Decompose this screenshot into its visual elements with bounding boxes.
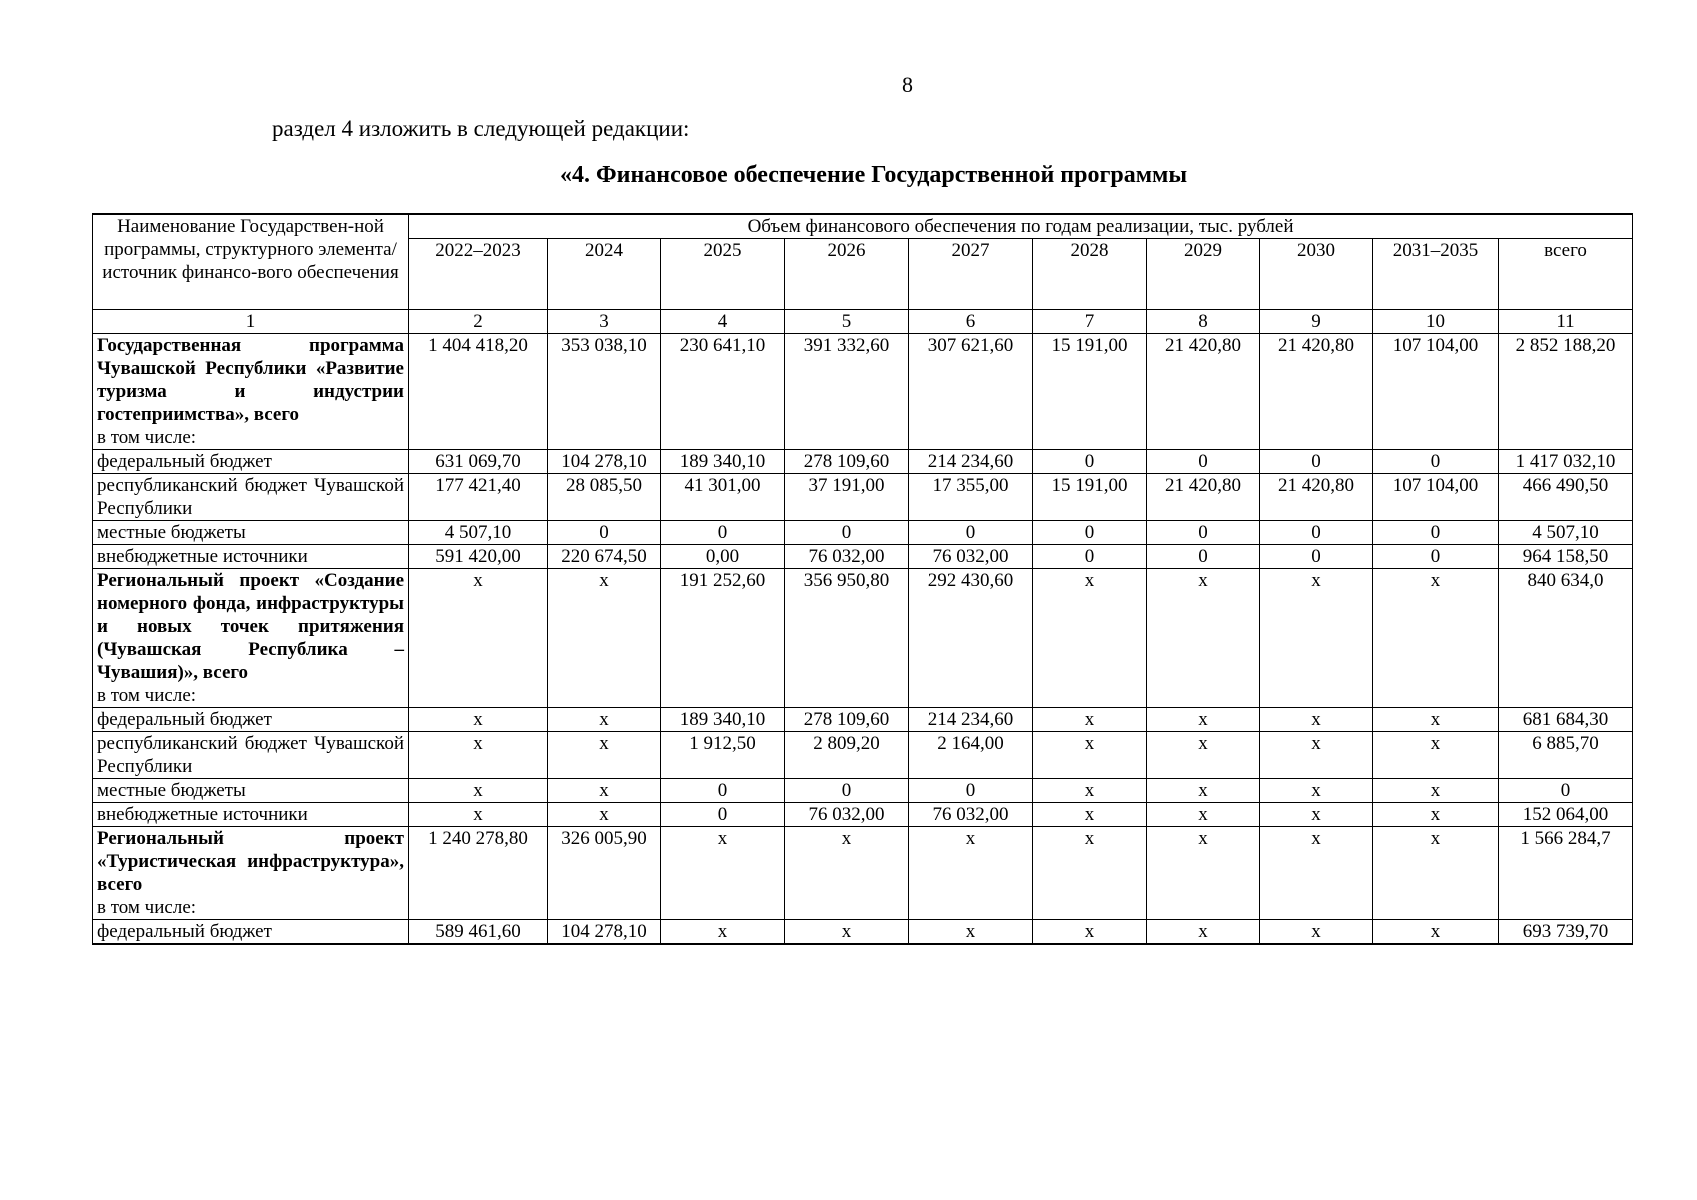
value-cell: 0 bbox=[909, 521, 1033, 545]
row-name-cell: республиканский бюджет Чувашской Республики bbox=[93, 474, 409, 521]
value-cell: 6 885,70 bbox=[1499, 732, 1633, 779]
value-cell: x bbox=[1373, 569, 1499, 708]
value-cell: 589 461,60 bbox=[409, 920, 548, 945]
value-cell: x bbox=[548, 732, 661, 779]
row-name-cell: местные бюджеты bbox=[93, 779, 409, 803]
value-cell: 631 069,70 bbox=[409, 450, 548, 474]
table-row bbox=[93, 450, 1633, 474]
row-name-cell: местные бюджеты bbox=[93, 521, 409, 545]
value-cell: x bbox=[1033, 920, 1147, 945]
value-cell: 391 332,60 bbox=[785, 334, 909, 450]
table-body bbox=[93, 310, 1633, 945]
value-cell: x bbox=[1373, 779, 1499, 803]
table-row bbox=[93, 545, 1633, 569]
value-cell: 0 bbox=[1373, 545, 1499, 569]
page-number: 8 bbox=[902, 72, 913, 97]
header-name-cell: Наименование Государствен-ной программы, структурного элемента/источник финансо-вого обеспечения bbox=[93, 214, 409, 310]
value-cell: 17 355,00 bbox=[909, 474, 1033, 521]
value-cell: x bbox=[1147, 827, 1260, 920]
year-header-cell: 2025 bbox=[661, 239, 785, 310]
value-cell: x bbox=[1147, 732, 1260, 779]
value-cell: x bbox=[409, 779, 548, 803]
value-cell: 0 bbox=[1033, 521, 1147, 545]
value-cell: 0 bbox=[909, 779, 1033, 803]
value-cell: 2 852 188,20 bbox=[1499, 334, 1633, 450]
value-cell: 292 430,60 bbox=[909, 569, 1033, 708]
table-row bbox=[93, 827, 1633, 920]
value-cell: x bbox=[1033, 803, 1147, 827]
row-name-cell bbox=[93, 827, 409, 920]
value-cell: 0 bbox=[1147, 450, 1260, 474]
value-cell: 189 340,10 bbox=[661, 708, 785, 732]
year-header-cell: 2029 bbox=[1147, 239, 1260, 310]
value-cell: 356 950,80 bbox=[785, 569, 909, 708]
header-volume-cell: Объем финансового обеспечения по годам реализации, тыс. рублей bbox=[409, 214, 1633, 239]
value-cell: 15 191,00 bbox=[1033, 474, 1147, 521]
value-cell: 2 164,00 bbox=[909, 732, 1033, 779]
value-cell: 0 bbox=[1499, 779, 1633, 803]
value-cell: x bbox=[1147, 569, 1260, 708]
table-row bbox=[93, 803, 1633, 827]
value-cell: 1 417 032,10 bbox=[1499, 450, 1633, 474]
value-cell: 21 420,80 bbox=[1147, 334, 1260, 450]
financing-table bbox=[92, 213, 1633, 945]
table-row bbox=[93, 708, 1633, 732]
value-cell: 177 421,40 bbox=[409, 474, 548, 521]
value-cell: x bbox=[1147, 803, 1260, 827]
value-cell: x bbox=[1147, 920, 1260, 945]
value-cell: 278 109,60 bbox=[785, 450, 909, 474]
value-cell: 693 739,70 bbox=[1499, 920, 1633, 945]
value-cell: 0 bbox=[1260, 521, 1373, 545]
year-header-cell: 2030 bbox=[1260, 239, 1373, 310]
row-title: Региональный проект «Туристическая инфраструктура», всего bbox=[97, 828, 404, 895]
value-cell: 214 234,60 bbox=[909, 708, 1033, 732]
value-cell: 76 032,00 bbox=[909, 545, 1033, 569]
value-cell: x bbox=[1147, 779, 1260, 803]
value-cell: x bbox=[1373, 827, 1499, 920]
column-number-cell: 3 bbox=[548, 310, 661, 334]
value-cell: x bbox=[1147, 708, 1260, 732]
column-number-cell: 11 bbox=[1499, 310, 1633, 334]
value-cell: 681 684,30 bbox=[1499, 708, 1633, 732]
value-cell: x bbox=[409, 708, 548, 732]
column-number-cell: 9 bbox=[1260, 310, 1373, 334]
value-cell: 76 032,00 bbox=[909, 803, 1033, 827]
year-header-cell: 2027 bbox=[909, 239, 1033, 310]
value-cell: 1 404 418,20 bbox=[409, 334, 548, 450]
column-number-cell: 1 bbox=[93, 310, 409, 334]
value-cell: x bbox=[548, 779, 661, 803]
value-cell: x bbox=[1260, 827, 1373, 920]
value-cell: 21 420,80 bbox=[1260, 474, 1373, 521]
value-cell: 28 085,50 bbox=[548, 474, 661, 521]
row-name-cell: федеральный бюджет bbox=[93, 708, 409, 732]
column-number-cell: 2 bbox=[409, 310, 548, 334]
value-cell: x bbox=[1033, 708, 1147, 732]
row-name-cell: республиканский бюджет Чувашской Республики bbox=[93, 732, 409, 779]
value-cell: 326 005,90 bbox=[548, 827, 661, 920]
value-cell: x bbox=[1033, 779, 1147, 803]
value-cell: x bbox=[409, 732, 548, 779]
value-cell: 0,00 bbox=[661, 545, 785, 569]
column-number-cell: 8 bbox=[1147, 310, 1260, 334]
column-numbers-row bbox=[93, 310, 1633, 334]
value-cell: 0 bbox=[1373, 521, 1499, 545]
value-cell: 1 912,50 bbox=[661, 732, 785, 779]
value-cell: 104 278,10 bbox=[548, 450, 661, 474]
value-cell: 278 109,60 bbox=[785, 708, 909, 732]
value-cell: 0 bbox=[661, 779, 785, 803]
row-subtitle: в том числе: bbox=[97, 685, 197, 706]
value-cell: 0 bbox=[548, 521, 661, 545]
value-cell: x bbox=[909, 827, 1033, 920]
value-cell: x bbox=[1260, 920, 1373, 945]
value-cell: 466 490,50 bbox=[1499, 474, 1633, 521]
value-cell: 21 420,80 bbox=[1260, 334, 1373, 450]
table-row bbox=[93, 732, 1633, 779]
column-number-cell: 7 bbox=[1033, 310, 1147, 334]
row-title: Государственная программа Чувашской Республики «Развитие туризма и индустрии гостеприимства», всего bbox=[97, 335, 404, 425]
year-header-cell: 2028 bbox=[1033, 239, 1147, 310]
value-cell: 840 634,0 bbox=[1499, 569, 1633, 708]
row-subtitle: в том числе: bbox=[97, 427, 197, 448]
row-subtitle: в том числе: bbox=[97, 897, 197, 918]
column-number-cell: 4 bbox=[661, 310, 785, 334]
value-cell: 220 674,50 bbox=[548, 545, 661, 569]
value-cell: x bbox=[1260, 732, 1373, 779]
value-cell: x bbox=[785, 920, 909, 945]
row-name-cell: внебюджетные источники bbox=[93, 545, 409, 569]
value-cell: x bbox=[909, 920, 1033, 945]
value-cell: x bbox=[661, 920, 785, 945]
value-cell: x bbox=[548, 569, 661, 708]
value-cell: 0 bbox=[1373, 450, 1499, 474]
row-name-cell: федеральный бюджет bbox=[93, 920, 409, 945]
year-header-cell: 2024 bbox=[548, 239, 661, 310]
table-row bbox=[93, 334, 1633, 450]
value-cell: x bbox=[1373, 708, 1499, 732]
year-header-cell: 2022–2023 bbox=[409, 239, 548, 310]
value-cell: x bbox=[1033, 569, 1147, 708]
value-cell: 0 bbox=[1260, 450, 1373, 474]
value-cell: x bbox=[409, 569, 548, 708]
value-cell: 591 420,00 bbox=[409, 545, 548, 569]
value-cell: x bbox=[1373, 803, 1499, 827]
value-cell: 0 bbox=[1033, 450, 1147, 474]
value-cell: 0 bbox=[661, 521, 785, 545]
year-header-cell: 2026 bbox=[785, 239, 909, 310]
value-cell: x bbox=[1260, 708, 1373, 732]
value-cell: x bbox=[661, 827, 785, 920]
value-cell: x bbox=[1033, 732, 1147, 779]
row-name-cell: внебюджетные источники bbox=[93, 803, 409, 827]
table-row bbox=[93, 569, 1633, 708]
value-cell: 21 420,80 bbox=[1147, 474, 1260, 521]
table-row bbox=[93, 920, 1633, 945]
value-cell: 0 bbox=[661, 803, 785, 827]
value-cell: x bbox=[1373, 920, 1499, 945]
column-number-cell: 6 bbox=[909, 310, 1033, 334]
value-cell: 353 038,10 bbox=[548, 334, 661, 450]
year-header-cell: 2031–2035 bbox=[1373, 239, 1499, 310]
value-cell: 107 104,00 bbox=[1373, 334, 1499, 450]
table-row bbox=[93, 521, 1633, 545]
value-cell: 107 104,00 bbox=[1373, 474, 1499, 521]
row-title: Региональный проект «Создание номерного фонда, инфраструктуры и новых точек притяжения (Чувашская Республика – Чувашия)», всего bbox=[97, 570, 404, 683]
value-cell: 214 234,60 bbox=[909, 450, 1033, 474]
value-cell: x bbox=[409, 803, 548, 827]
row-name-cell: федеральный бюджет bbox=[93, 450, 409, 474]
value-cell: x bbox=[1033, 827, 1147, 920]
value-cell: 0 bbox=[1147, 521, 1260, 545]
value-cell: 0 bbox=[1033, 545, 1147, 569]
value-cell: 0 bbox=[1260, 545, 1373, 569]
value-cell: 76 032,00 bbox=[785, 545, 909, 569]
value-cell: 964 158,50 bbox=[1499, 545, 1633, 569]
value-cell: 2 809,20 bbox=[785, 732, 909, 779]
value-cell: x bbox=[1260, 569, 1373, 708]
value-cell: 4 507,10 bbox=[409, 521, 548, 545]
value-cell: x bbox=[785, 827, 909, 920]
value-cell: 37 191,00 bbox=[785, 474, 909, 521]
value-cell: 104 278,10 bbox=[548, 920, 661, 945]
value-cell: 15 191,00 bbox=[1033, 334, 1147, 450]
value-cell: x bbox=[1260, 779, 1373, 803]
row-name-cell bbox=[93, 569, 409, 708]
table-row bbox=[93, 779, 1633, 803]
value-cell: 189 340,10 bbox=[661, 450, 785, 474]
value-cell: 307 621,60 bbox=[909, 334, 1033, 450]
value-cell: x bbox=[548, 708, 661, 732]
value-cell: 0 bbox=[785, 779, 909, 803]
column-number-cell: 5 bbox=[785, 310, 909, 334]
value-cell: 152 064,00 bbox=[1499, 803, 1633, 827]
table-row bbox=[93, 474, 1633, 521]
value-cell: x bbox=[1260, 803, 1373, 827]
value-cell: 191 252,60 bbox=[661, 569, 785, 708]
value-cell: x bbox=[548, 803, 661, 827]
column-number-cell: 10 bbox=[1373, 310, 1499, 334]
value-cell: 1 566 284,7 bbox=[1499, 827, 1633, 920]
value-cell: x bbox=[1373, 732, 1499, 779]
row-name-cell bbox=[93, 334, 409, 450]
value-cell: 0 bbox=[785, 521, 909, 545]
value-cell: 1 240 278,80 bbox=[409, 827, 548, 920]
section-title: «4. Финансовое обеспечение Государственной программы bbox=[560, 162, 1188, 188]
value-cell: 76 032,00 bbox=[785, 803, 909, 827]
value-cell: 41 301,00 bbox=[661, 474, 785, 521]
value-cell: 0 bbox=[1147, 545, 1260, 569]
intro-text: раздел 4 изложить в следующей редакции: bbox=[272, 116, 690, 141]
year-header-cell: всего bbox=[1499, 239, 1633, 310]
value-cell: 230 641,10 bbox=[661, 334, 785, 450]
value-cell: 4 507,10 bbox=[1499, 521, 1633, 545]
